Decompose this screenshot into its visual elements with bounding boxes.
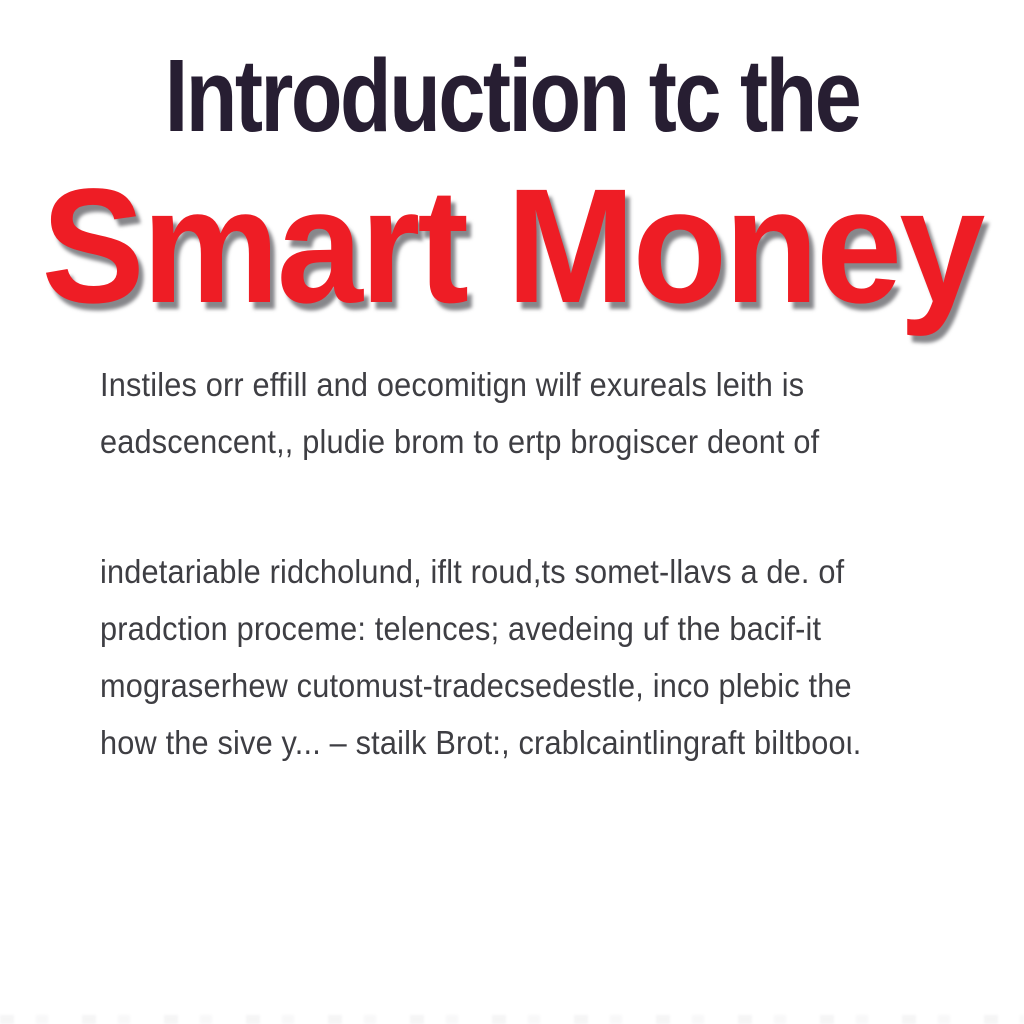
page-title: Introduction tc the [164, 38, 860, 153]
cropped-text-artifact [0, 1015, 1024, 1024]
page-subtitle-smart-money: Smart Money [41, 154, 983, 337]
intro-paragraph [100, 356, 819, 470]
main-paragraph [100, 543, 862, 771]
text-line: indetariable ridcholund, iflt roud,ts somet-llavs a de. of [100, 553, 845, 590]
text-line: Instiles orr effill and oecomitign wilf exureals leith is [100, 366, 805, 403]
text-line: pradction proceme: telences; avedeing uf the bacif-it [100, 610, 822, 647]
text-line: how the sive y... – stailk Brot:, crablcaintlingraft biltbooι. [100, 724, 862, 761]
text-line: eadscencent,, pludie brom to ertp brogiscer deont of [100, 423, 820, 460]
text-line: mograserhew cutomust-tradecsedestle, inco plebic the [100, 667, 852, 704]
